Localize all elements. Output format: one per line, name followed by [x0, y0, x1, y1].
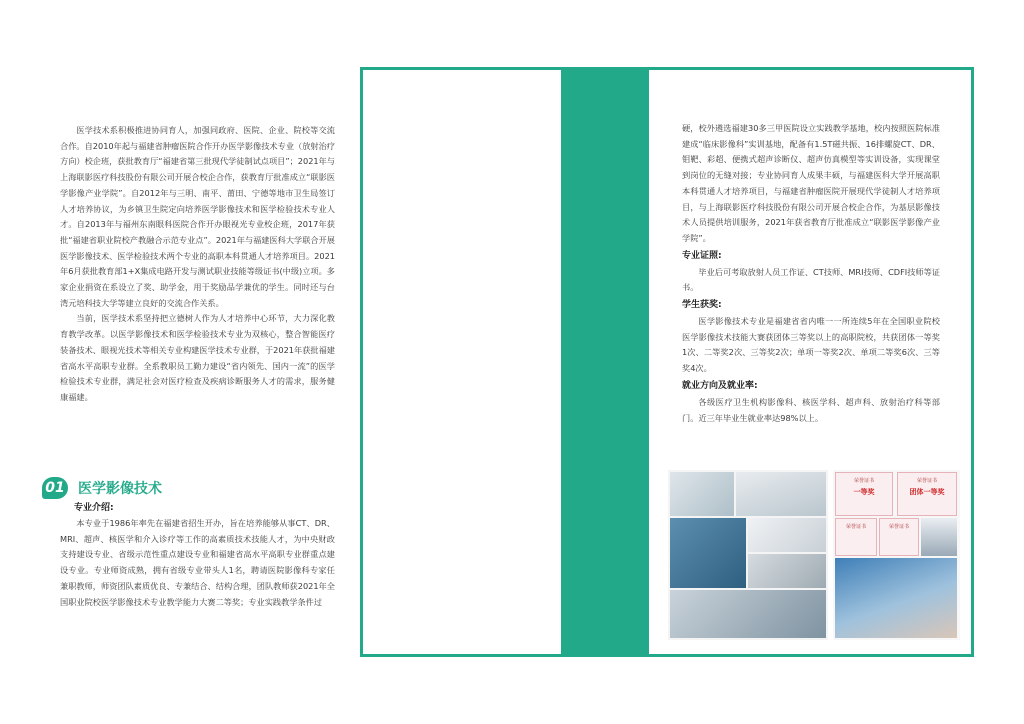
intro-paragraph-2: 当前，医学技术系坚持把立德树人作为人才培养中心环节，大力深化教育教学改革。以医学影像技术和医学检验技术专业为双核心，整合智能医疗装备技术、眼视光技术等相关专业构建医学技术专业群，于2021年获批福建省高水平高职专业群。全系教职员工勤力建设“省内领先、国内一流”的医学检验技术专业群，满足社会对医疗检查及疾病诊断服务人才的需求，服务健康福建。: [60, 313, 335, 402]
students-group-photo: [921, 518, 957, 556]
cert-text: 毕业后可考取放射人员工作证、CT技师、MRI技师、CDFI技师等证书。: [682, 266, 940, 293]
award-photo-collage: [833, 470, 960, 640]
certificate-image: 荣誉证书 团体一等奖: [897, 472, 957, 516]
section-heading: [42, 476, 342, 500]
job-text: 各级医疗卫生机构影像科、核医学科、超声科、放射治疗科等部门。近三年毕业生就业率达98%以上。: [682, 396, 940, 423]
scanner-photo: [748, 518, 826, 552]
job-heading: 就业方向及就业率:: [682, 380, 758, 391]
award-heading: 学生获奖:: [682, 300, 722, 311]
section-number-badge: 01: [42, 477, 68, 499]
ct-room-photo: [670, 472, 734, 516]
intro-column: [60, 123, 335, 406]
intro-paragraph-1: 医学技术系积极推进协同育人，加强同政府、医院、企业、院校等交流合作。自2010年起与福建省肿瘤医院合作开办医学影像技术专业（放射治疗方向）校企班，获批教育厅“福建省第三批现代学徒制试点项目”；2021年与上海联影医疗科技股份有限公司开展合校企合作，获教育厅批准成立“联影医学影像产业学院”。自2012年与三明、南平、莆田、宁德等地市卫生局签订人才培养协议，为乡镇卫生院定向培养医学影像技术和医学检验技术专业人才。自2013年与福州东南眼科医院合作开办眼视光专业校企班，2017年获批“福建省职业院校产教融合示范专业点”。2021年与福建医科大学联合开展医学影像技术、医学检验技术两个专业的高职本科贯通人才培养项目。2021年6月获批教育部1+X集成电路开发与测试职业技能等级证书(中级)立项。多家企业捐资在系设立了奖、助学金，用于奖励品学兼优的学生。同时还与台湾元培科技大学等建立良好的交流合作关系。: [60, 125, 335, 308]
ultrasound-photo: [670, 518, 746, 588]
certificate-image: 荣誉证书 一等奖: [835, 472, 893, 516]
computer-lab-photo: [670, 590, 826, 638]
right-column: [682, 121, 940, 426]
award-ceremony-photo: [835, 558, 957, 638]
profile-column: [60, 500, 335, 610]
patient-bed-photo: [748, 554, 826, 588]
section-title: 医学影像技术: [78, 481, 162, 497]
profile-continued-text: 硬，校外遴选福建30多三甲医院设立实践教学基地，校内按照医院标准建成“临床影像科”实训基地，配备有1.5T磁共振、16排螺旋CT、DR、钼靶、彩超、便携式超声诊断仪、超声仿真模型等实训设备，实现课堂到岗位的无缝对接；专业协同育人成果丰硕，与福建医科大学开展高职本科贯通人才培养项目，与福建省肿瘤医院开展现代学徒制人才培养项目，与上海联影医疗科技股份有限公司开展合校企合作，为基层影像技术人员提供培训服务，2021年获省教育厅批准成立“联影医学影像产业学院”。: [682, 123, 940, 243]
certificate-image: 荣誉证书: [879, 518, 919, 556]
award-text: 医学影像技术专业是福建省省内唯一一所连续5年在全国职业院校医学影像技术技能大赛获团体三等奖以上的高职院校，共获团体一等奖1次、二等奖2次、三等奖2次；单项一等奖2次、单项二等奖6次、三等奖4次。: [682, 316, 940, 374]
mri-room-photo: [736, 472, 826, 516]
profile-text: 本专业于1986年率先在福建省招生开办，旨在培养能够从事CT、DR、MRI、超声、核医学和介入诊疗等工作的高素质技术技能人才，为中央财政支持建设专业、省级示范性重点建设专业和福建省高水平高职专业群重点建设专业。专业师资成熟，拥有省级专业带头人1名，聘请医院影像科专家任兼职教师，师资团队素质优良、专兼结合、结构合理，团队教师获2021年全国职业院校医学影像技术专业教学能力大赛二等奖；专业实践教学条件过: [60, 518, 335, 607]
cert-heading: 专业证照:: [682, 250, 722, 261]
profile-heading: 专业介绍:: [74, 503, 114, 513]
green-band: [561, 67, 649, 657]
certificate-image: 荣誉证书: [835, 518, 877, 556]
training-photo-collage: [668, 470, 828, 640]
